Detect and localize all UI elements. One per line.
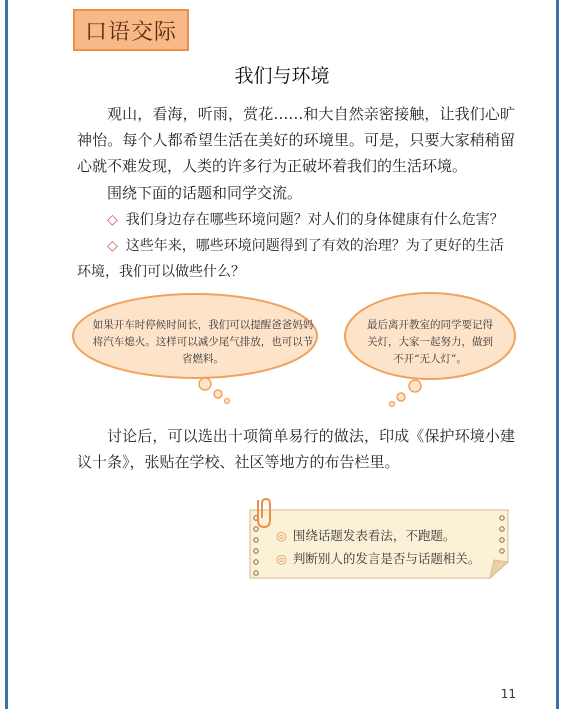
tip-item-2 bbox=[276, 549, 480, 567]
question-text: 我们身边存在哪些环境问题？对人们的身体健康有什么危害？ bbox=[125, 212, 504, 228]
tip-text: 判断别人的发言是否与话题相关。 bbox=[292, 551, 481, 566]
circle-bullet-icon: ◎ bbox=[276, 551, 287, 566]
thought-bubble-right-text: 最后离开教室的同学要记得关灯，大家一起努力，做到不开“无人灯”。 bbox=[367, 319, 493, 365]
closing-paragraph: 讨论后，可以选出十项简单易行的做法，印成《保护环境小建议十条》，张贴在学校、社区等地方的布告栏里。 bbox=[77, 427, 515, 471]
instruction-paragraph: 围绕下面的话题和同学交流。 bbox=[107, 184, 303, 202]
tip-text: 围绕话题发表看法，不跑题。 bbox=[292, 528, 456, 543]
circle-bullet-icon: ◎ bbox=[276, 528, 287, 543]
bubble-dot bbox=[225, 399, 230, 404]
intro-paragraph: 观山，看海，听雨，赏花……和大自然亲密接触，让我们心旷神怡。每个人都希望生活在美好的环境里。可是，只要大家稍稍留心就不难发现，人类的许多行为正破坏着我们的生活环境。 bbox=[77, 105, 515, 175]
page-number: 11 bbox=[500, 687, 516, 701]
tips-card bbox=[250, 510, 508, 578]
bubble-dot bbox=[390, 402, 395, 407]
page-title: 我们与环境 bbox=[234, 65, 330, 87]
tip-item-1 bbox=[276, 526, 455, 544]
question-text: 这些年来，哪些环境问题得到了有效的治理？为了更好的生活环境，我们可以做些什么？ bbox=[77, 238, 504, 280]
bubble-dot bbox=[214, 390, 222, 398]
diamond-bullet-icon: ◇ bbox=[107, 238, 118, 254]
section-tag-label: 口语交际 bbox=[84, 19, 177, 45]
bubble-dot bbox=[199, 378, 211, 390]
diamond-bullet-icon: ◇ bbox=[107, 212, 118, 228]
bubble-dot bbox=[409, 380, 421, 392]
bubble-dot bbox=[397, 393, 405, 401]
thought-bubble-left-text: 如果开车时停候时间长，我们可以提醒爸爸妈妈将汽车熄火。这样可以减少尾气排放，也可以节省燃料。 bbox=[92, 319, 314, 365]
